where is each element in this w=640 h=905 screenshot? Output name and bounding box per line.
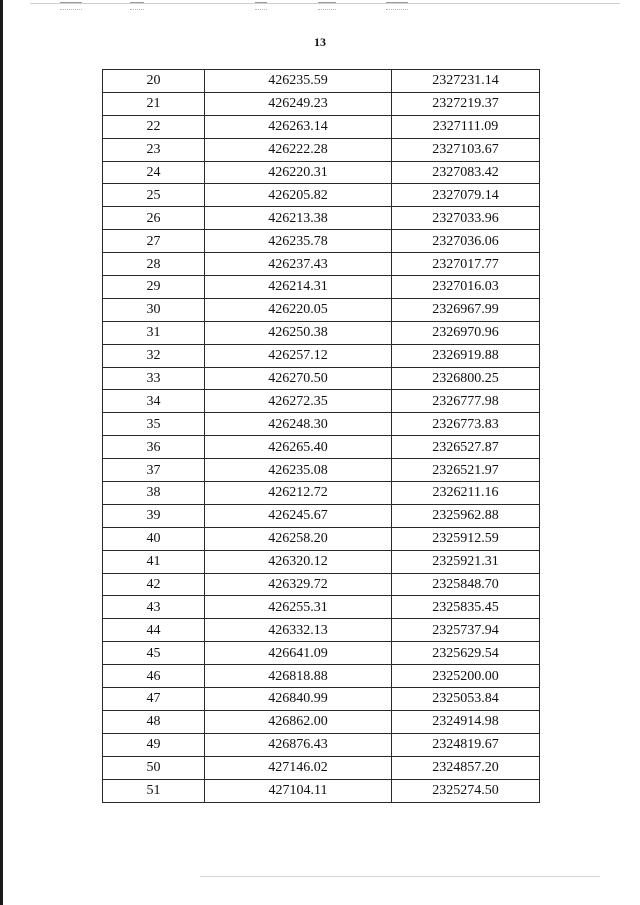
table-row: [103, 733, 540, 756]
table-row: [103, 70, 540, 93]
x-coordinate-cell: 426641.09: [205, 642, 392, 665]
y-coordinate-cell: 2325835.45: [392, 596, 540, 619]
y-coordinate-cell: 2326521.97: [392, 459, 540, 482]
point-number-cell: 27: [103, 230, 205, 253]
x-coordinate-cell: 426255.31: [205, 596, 392, 619]
table-row: [103, 298, 540, 321]
coordinates-table: [102, 69, 540, 803]
table-row: [103, 390, 540, 413]
x-coordinate-cell: 427146.02: [205, 756, 392, 779]
table-row: [103, 184, 540, 207]
y-coordinate-cell: 2327033.96: [392, 207, 540, 230]
table-row: [103, 710, 540, 733]
point-number-cell: 50: [103, 756, 205, 779]
point-number-cell: 38: [103, 482, 205, 505]
table-row: [103, 436, 540, 459]
x-coordinate-cell: 426235.78: [205, 230, 392, 253]
point-number-cell: 21: [103, 92, 205, 115]
table-row: [103, 688, 540, 711]
point-number-cell: 48: [103, 710, 205, 733]
point-number-cell: 26: [103, 207, 205, 230]
table-row: [103, 92, 540, 115]
point-number-cell: 20: [103, 70, 205, 93]
point-number-cell: 28: [103, 253, 205, 276]
table-row: [103, 138, 540, 161]
x-coordinate-cell: 426862.00: [205, 710, 392, 733]
table-row: [103, 482, 540, 505]
y-coordinate-cell: 2326527.87: [392, 436, 540, 459]
y-coordinate-cell: 2326211.16: [392, 482, 540, 505]
x-coordinate-cell: 426213.38: [205, 207, 392, 230]
point-number-cell: 37: [103, 459, 205, 482]
x-coordinate-cell: 426840.99: [205, 688, 392, 711]
y-coordinate-cell: 2325962.88: [392, 504, 540, 527]
x-coordinate-cell: 426245.67: [205, 504, 392, 527]
point-number-cell: 45: [103, 642, 205, 665]
y-coordinate-cell: 2326970.96: [392, 321, 540, 344]
point-number-cell: 36: [103, 436, 205, 459]
table-row: [103, 115, 540, 138]
x-coordinate-cell: 426212.72: [205, 482, 392, 505]
y-coordinate-cell: 2324819.67: [392, 733, 540, 756]
scan-artifact-mark: [130, 2, 144, 10]
x-coordinate-cell: 426248.30: [205, 413, 392, 436]
point-number-cell: 34: [103, 390, 205, 413]
point-number-cell: 40: [103, 527, 205, 550]
y-coordinate-cell: 2327219.37: [392, 92, 540, 115]
x-coordinate-cell: 426235.59: [205, 70, 392, 93]
y-coordinate-cell: 2325274.50: [392, 779, 540, 802]
x-coordinate-cell: 426222.28: [205, 138, 392, 161]
x-coordinate-cell: 426329.72: [205, 573, 392, 596]
table-row: [103, 276, 540, 299]
y-coordinate-cell: 2324914.98: [392, 710, 540, 733]
x-coordinate-cell: 426237.43: [205, 253, 392, 276]
point-number-cell: 24: [103, 161, 205, 184]
y-coordinate-cell: 2327036.06: [392, 230, 540, 253]
table-row: [103, 367, 540, 390]
table-row: [103, 230, 540, 253]
x-coordinate-cell: 426250.38: [205, 321, 392, 344]
table-row: [103, 459, 540, 482]
x-coordinate-cell: 426257.12: [205, 344, 392, 367]
y-coordinate-cell: 2326967.99: [392, 298, 540, 321]
table-row: [103, 642, 540, 665]
x-coordinate-cell: 426320.12: [205, 550, 392, 573]
scan-artifact-mark: [318, 2, 336, 10]
x-coordinate-cell: 426249.23: [205, 92, 392, 115]
scan-artifact-mark: [255, 2, 267, 10]
y-coordinate-cell: 2327111.09: [392, 115, 540, 138]
table-row: [103, 207, 540, 230]
point-number-cell: 43: [103, 596, 205, 619]
point-number-cell: 32: [103, 344, 205, 367]
table-row: [103, 253, 540, 276]
table-row: [103, 573, 540, 596]
y-coordinate-cell: 2327079.14: [392, 184, 540, 207]
point-number-cell: 44: [103, 619, 205, 642]
point-number-cell: 39: [103, 504, 205, 527]
y-coordinate-cell: 2326777.98: [392, 390, 540, 413]
point-number-cell: 41: [103, 550, 205, 573]
y-coordinate-cell: 2327231.14: [392, 70, 540, 93]
y-coordinate-cell: 2327016.03: [392, 276, 540, 299]
y-coordinate-cell: 2326800.25: [392, 367, 540, 390]
point-number-cell: 33: [103, 367, 205, 390]
x-coordinate-cell: 427104.11: [205, 779, 392, 802]
point-number-cell: 35: [103, 413, 205, 436]
y-coordinate-cell: 2325848.70: [392, 573, 540, 596]
x-coordinate-cell: 426263.14: [205, 115, 392, 138]
table-row: [103, 619, 540, 642]
y-coordinate-cell: 2326919.88: [392, 344, 540, 367]
x-coordinate-cell: 426818.88: [205, 665, 392, 688]
table-row: [103, 527, 540, 550]
x-coordinate-cell: 426235.08: [205, 459, 392, 482]
point-number-cell: 47: [103, 688, 205, 711]
scan-artifact-mark: [60, 2, 82, 10]
x-coordinate-cell: 426272.35: [205, 390, 392, 413]
y-coordinate-cell: 2327083.42: [392, 161, 540, 184]
coordinates-table-body: [103, 70, 540, 803]
table-row: [103, 321, 540, 344]
x-coordinate-cell: 426258.20: [205, 527, 392, 550]
y-coordinate-cell: 2327017.77: [392, 253, 540, 276]
point-number-cell: 31: [103, 321, 205, 344]
scan-artifact-mark: [386, 2, 408, 10]
point-number-cell: 30: [103, 298, 205, 321]
point-number-cell: 23: [103, 138, 205, 161]
point-number-cell: 29: [103, 276, 205, 299]
x-coordinate-cell: 426214.31: [205, 276, 392, 299]
table-row: [103, 504, 540, 527]
table-row: [103, 161, 540, 184]
x-coordinate-cell: 426876.43: [205, 733, 392, 756]
y-coordinate-cell: 2325921.31: [392, 550, 540, 573]
y-coordinate-cell: 2325629.54: [392, 642, 540, 665]
table-row: [103, 550, 540, 573]
x-coordinate-cell: 426270.50: [205, 367, 392, 390]
point-number-cell: 22: [103, 115, 205, 138]
table-row: [103, 779, 540, 802]
table-row: [103, 344, 540, 367]
y-coordinate-cell: 2327103.67: [392, 138, 540, 161]
table-row: [103, 665, 540, 688]
table-row: [103, 413, 540, 436]
page-number: 13: [314, 35, 326, 49]
x-coordinate-cell: 426265.40: [205, 436, 392, 459]
y-coordinate-cell: 2325737.94: [392, 619, 540, 642]
point-number-cell: 42: [103, 573, 205, 596]
point-number-cell: 49: [103, 733, 205, 756]
y-coordinate-cell: 2325053.84: [392, 688, 540, 711]
y-coordinate-cell: 2324857.20: [392, 756, 540, 779]
table-row: [103, 596, 540, 619]
scan-left-edge: [0, 0, 3, 905]
scan-bottom-line: [200, 876, 600, 877]
point-number-cell: 46: [103, 665, 205, 688]
point-number-cell: 25: [103, 184, 205, 207]
point-number-cell: 51: [103, 779, 205, 802]
x-coordinate-cell: 426220.05: [205, 298, 392, 321]
x-coordinate-cell: 426220.31: [205, 161, 392, 184]
y-coordinate-cell: 2325912.59: [392, 527, 540, 550]
y-coordinate-cell: 2325200.00: [392, 665, 540, 688]
y-coordinate-cell: 2326773.83: [392, 413, 540, 436]
x-coordinate-cell: 426332.13: [205, 619, 392, 642]
x-coordinate-cell: 426205.82: [205, 184, 392, 207]
table-row: [103, 756, 540, 779]
